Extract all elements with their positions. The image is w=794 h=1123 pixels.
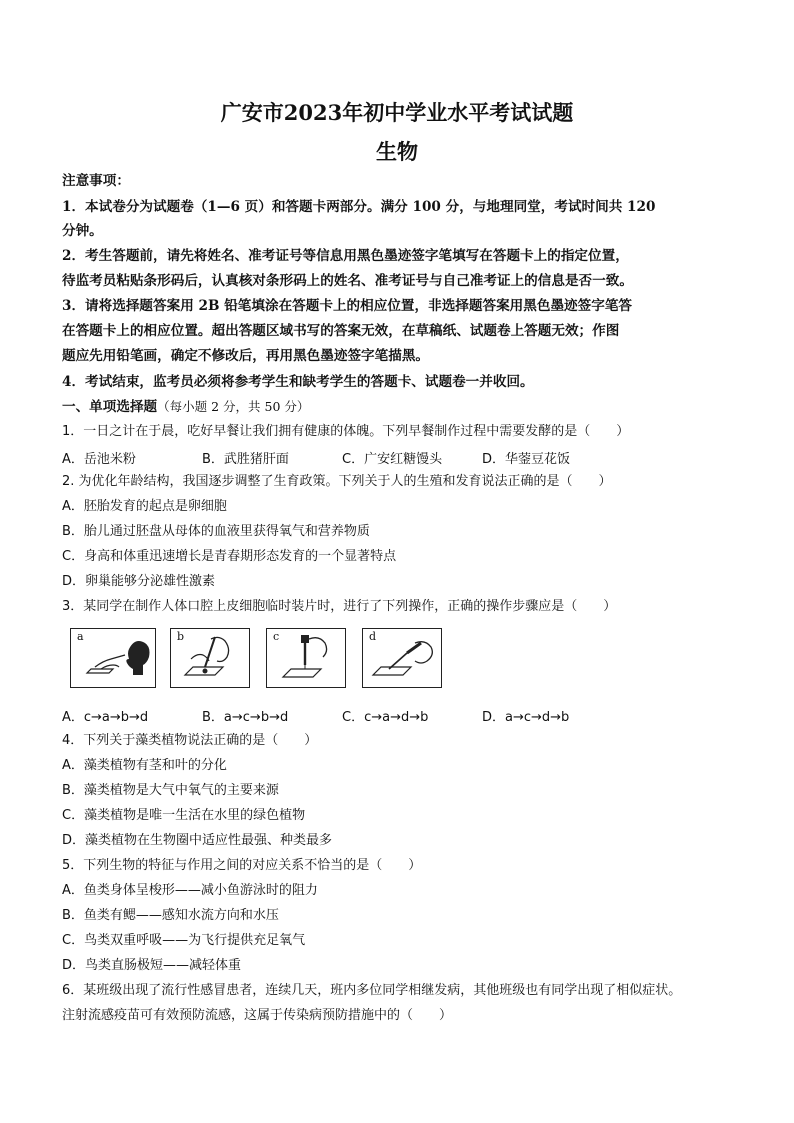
question-4-option-b: B．藻类植物是大气中氧气的主要来源 <box>62 783 279 798</box>
option-b: B．武胜猪肝面 <box>202 452 289 467</box>
figure-label: b <box>177 630 185 643</box>
coverslip-illustration <box>363 629 443 689</box>
section-heading <box>62 397 742 417</box>
question-5-option-a: A．鱼类身体呈梭形——减小鱼游泳时的阻力 <box>62 883 318 898</box>
section-title: 一、单项选择题 <box>62 399 158 415</box>
question-5-stem: 5．下列生物的特征与作用之间的对应关系不恰当的是（ ） <box>62 858 422 873</box>
notice-line: 在答题卡上的相应位置。超出答题区域书写的答案无效，在草稿纸、试题卷上答题无效；作图 <box>62 323 620 339</box>
question-4-option-a: A．藻类植物有茎和叶的分化 <box>62 758 227 773</box>
question-3-stem: 3．某同学在制作人体口腔上皮细胞临时装片时，进行了下列操作，正确的操作步骤应是（ ） <box>62 599 617 614</box>
question-5-option-b: B．鱼类有鳃——感知水流方向和水压 <box>62 908 279 923</box>
figure-c <box>266 628 346 688</box>
subject-title: 生物 <box>376 139 418 164</box>
option-c: C．c→a→d→b <box>342 710 429 725</box>
question-4-option-d: D．藻类植物在生物圈中适应性最强、种类最多 <box>62 833 333 848</box>
notice-line: 待监考员粘贴条形码后，认真核对条形码上的姓名、准考证号与自己准考证上的信息是否一致。 <box>62 273 633 289</box>
option-d: D．华蓥豆花饭 <box>482 452 571 467</box>
dropper-on-slide-illustration <box>171 629 251 689</box>
figure-b <box>170 628 250 688</box>
question-6-stem: 6．某班级出现了流行性感冒患者，连续几天，班内多位同学相继发病，其他班级也有同学出现了相似症状。 <box>62 983 682 998</box>
question-2-option-d: D．卵巢能够分泌雄性激素 <box>62 574 216 589</box>
question-4-stem: 4．下列关于藻类植物说法正确的是（ ） <box>62 733 318 748</box>
question-1-stem: 1．一日之计在于晨，吃好早餐让我们拥有健康的体魄。下列早餐制作过程中需要发酵的是（ ） <box>62 424 630 439</box>
mouth-swab-illustration <box>71 629 157 689</box>
notice-line: 题应先用铅笔画，确定不修改后，再用黑色墨迹签字笔描黑。 <box>62 348 430 364</box>
question-2-option-c: C．身高和体重迅速增长是青春期形态发育的一个显著特点 <box>62 549 397 564</box>
question-6-stem-continued: 注射流感疫苗可有效预防流感，这属于传染病预防措施中的（ ） <box>62 1008 453 1023</box>
section-subtitle: （每小题 2 分，共 50 分） <box>157 399 310 414</box>
notice-line: 3．请将选择题答案用 2B 铅笔填涂在答题卡上的相应位置，非选择题答案用黑色墨迹签字笔答 <box>62 298 633 314</box>
notice-line: 1．本试卷分为试题卷（1—6 页）和答题卡两部分。满分 100 分，与地理同堂，考试时间共 120 <box>62 199 656 215</box>
question-5-option-c: C．鸟类双重呼吸——为飞行提供充足氧气 <box>62 933 306 948</box>
notice-line: 4．考试结束，监考员必须将参考学生和缺考学生的答题卡、试题卷一并收回。 <box>62 374 534 390</box>
option-b: B．a→c→b→d <box>202 710 289 725</box>
notice-heading: 注意事项： <box>62 173 130 189</box>
question-4-option-c: C．藻类植物是唯一生活在水里的绿色植物 <box>62 808 306 823</box>
figure-label: a <box>77 630 84 643</box>
exam-title: 广安市2023年初中学业水平考试试题 <box>220 100 574 125</box>
option-a: A．岳池米粉 <box>62 452 136 467</box>
question-5-option-d: D．鸟类直肠极短——减轻体重 <box>62 958 242 973</box>
option-c: C．广安红糖馒头 <box>342 452 443 467</box>
figure-label: c <box>273 630 280 643</box>
option-d: D．a→c→d→b <box>482 710 570 725</box>
figure-d <box>362 628 442 688</box>
dropper-illustration <box>267 629 347 689</box>
notice-line: 2．考生答题前，请先将姓名、准考证号等信息用黑色墨迹签字笔填写在答题卡上的指定位置， <box>62 248 629 264</box>
option-a: A．c→a→b→d <box>62 710 149 725</box>
notice-line: 分钟。 <box>62 223 103 239</box>
question-2-stem: 2. 为优化年龄结构，我国逐步调整了生育政策。下列关于人的生殖和发育说法正确的是（ ） <box>62 474 612 489</box>
figure-a <box>70 628 156 688</box>
question-2-option-b: B．胎儿通过胚盘从母体的血液里获得氧气和营养物质 <box>62 524 370 539</box>
question-2-option-a: A．胚胎发育的起点是卵细胞 <box>62 499 227 514</box>
figure-label: d <box>369 630 377 643</box>
